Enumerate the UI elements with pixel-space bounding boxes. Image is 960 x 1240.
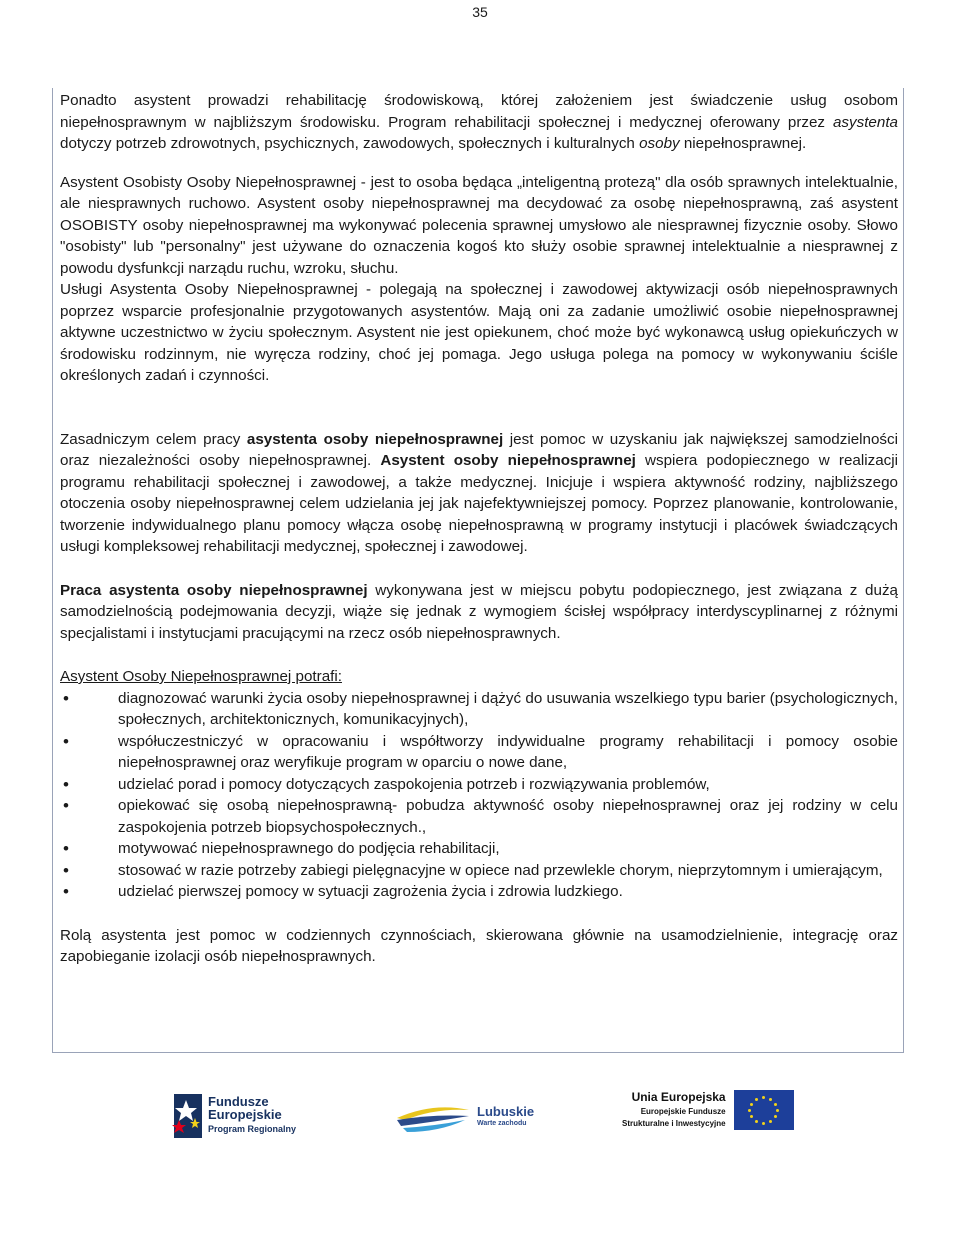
list-item: • współuczestniczyć w opracowaniu i współtworzy indywidualne programy rehabilitacji i pomocy osobie niepełnosprawnej oraz weryfikuje program w oparciu o nowe dane,: [118, 731, 898, 774]
ue-line-3: Strukturalne i Inwestycyjne: [622, 1118, 726, 1128]
page-number: 35: [472, 4, 488, 20]
list-item: • udzielać pierwszej pomocy w sytuacji zagrożenia życia i zdrowia ludzkiego.: [118, 881, 898, 903]
fe-line-1: Fundusze: [208, 1093, 269, 1109]
paragraph-intro: Ponadto asystent prowadzi rehabilitację środowiskową, której założeniem jest świadczenie usług osobom niepełnosprawnym w najbliższym środowisku. Program rehabilitacji społecznej i medycznej oferowany przez asystenta dotyczy potrzeb zdrowotnych, psychicznych, zawodowych, społecznych i kulturalnych osoby niepełnosprawnej.: [60, 92, 898, 152]
fe-line-2: Europejskie: [208, 1106, 282, 1122]
fe-line-3: Program Regionalny: [208, 1123, 297, 1134]
list-item: • udzielać porad i pomocy dotyczących zaspokojenia potrzeb i rozwiązywania problemów,: [118, 774, 898, 796]
lubuskie-logo: [395, 1100, 534, 1136]
list-item: • opiekować się osobą niepełnosprawną- pobudza aktywność osoby niepełnosprawnej oraz jej rodziny w celu zaspokojenia potrzeb biopsychospołecznych.,: [118, 795, 898, 838]
lubuskie-title: Lubuskie: [477, 1104, 535, 1119]
ue-line-2: Europejskie Fundusze: [640, 1106, 726, 1116]
fe-stars-icon: [168, 1090, 204, 1140]
document-body: [60, 90, 898, 968]
list-heading: Asystent Osoby Niepełnosprawnej potrafi:: [60, 668, 342, 685]
paragraph-role: Rolą asystenta jest pomoc w codziennych czynnościach, skierowana głównie na usamodzielnienie, integrację oraz zapobieganie izolacji osób niepełnosprawnych.: [60, 926, 898, 965]
list-item: • stosować w razie potrzeby zabiegi pielęgnacyjne w opiece nad przewlekle chorym, nieprzytomnym i umierającym,: [118, 860, 898, 882]
paragraph-personal-assistant: Asystent Osobisty Osoby Niepełnosprawnej - jest to osoba będąca „inteligentną protezą" dla osób sprawnych intelektualnie, ale niesprawnych ruchowo. Asystent osoby niepełnosprawnej ma decydować za osobę niepełnosprawną, zaś asystent OSOBISTY osoby niepełnosprawnej ma wykonywać polecenia sprawnej umysłowo ale niesprawnej fizycznie osoby. Słowo "osobisty" lub "personalny" jest używane do oznaczenia kogoś kto służy osobie sprawnej intelektualnie a niesprawnej z powodu dysfunkcji narządu ruchu, wzroku, słuchu.: [60, 173, 898, 277]
abilities-list: [60, 688, 898, 903]
lubuskie-tagline: Warte zachodu: [477, 1120, 527, 1127]
paragraph-main-goal: Zasadniczym celem pracy asystenta osoby niepełnosprawnej jest pomoc w uzyskaniu jak największej samodzielności oraz niezależności osoby niepełnosprawnej. Asystent osoby niepełnosprawnej wspiera podopiecznego w realizacji programu rehabilitacji społecznej i zawodowej, a także medycznej. Inicjuje i wspiera aktywność rodziny, najbliższego otoczenia osoby niepełnosprawnej celem udzielania jej jak najefektywniejszej pomocy. Poprzez planowanie, kontrolowanie, tworzenie indywidualnego planu pomocy włącza osobę niepełnosprawną w programy instytucji i placówek świadczących usługi kompleksowej rehabilitacji medycznej, społecznej i zawodowej.: [60, 430, 898, 555]
eu-flag-icon: [734, 1090, 794, 1130]
ue-line-1: Unia Europejska: [631, 1089, 726, 1104]
fundusze-europejskie-logo: [168, 1090, 296, 1140]
list-item: • motywować niepełnosprawnego do podjęcia rehabilitacji,: [118, 838, 898, 860]
unia-europejska-logo: [622, 1090, 794, 1130]
list-item: • diagnozować warunki życia osoby niepełnosprawnej i dążyć do usuwania wszelkiego typu barier (psychologicznych, społecznych, architektonicznych, komunikacyjnych),: [118, 688, 898, 731]
paragraph-work: Praca asystenta osoby niepełnosprawnej wykonywana jest w miejscu pobytu podopiecznego, jest związana z dużą samodzielnością podejmowania decyzji, wiąże się jednak z wymogiem ścisłej współpracy interdyscyplinarnej z różnymi specjalistami i instytucjami pracującymi na rzecz osób niepełnosprawnych.: [60, 581, 898, 642]
footer-logos: [0, 1090, 960, 1150]
lubuskie-swoosh-icon: [395, 1100, 471, 1136]
paragraph-services: Usługi Asystenta Osoby Niepełnosprawnej - polegają na społecznej i zawodowej aktywizacji osób niepełnosprawnych poprzez wsparcie profesjonalnie przygotowanych asystentów. Mają oni za zadanie umożliwić osobie niepełnosprawnej aktywne uczestnictwo w życiu społecznym. Asystent nie jest opiekunem, choć może być wykonawcą usług opiekuńczych w środowisku rodzinnym, nie wyręcza rodziny, choć jej pomaga. Jego usługa polega na pomocy w wykonywaniu ściśle określonych zadań i czynności.: [60, 281, 898, 384]
